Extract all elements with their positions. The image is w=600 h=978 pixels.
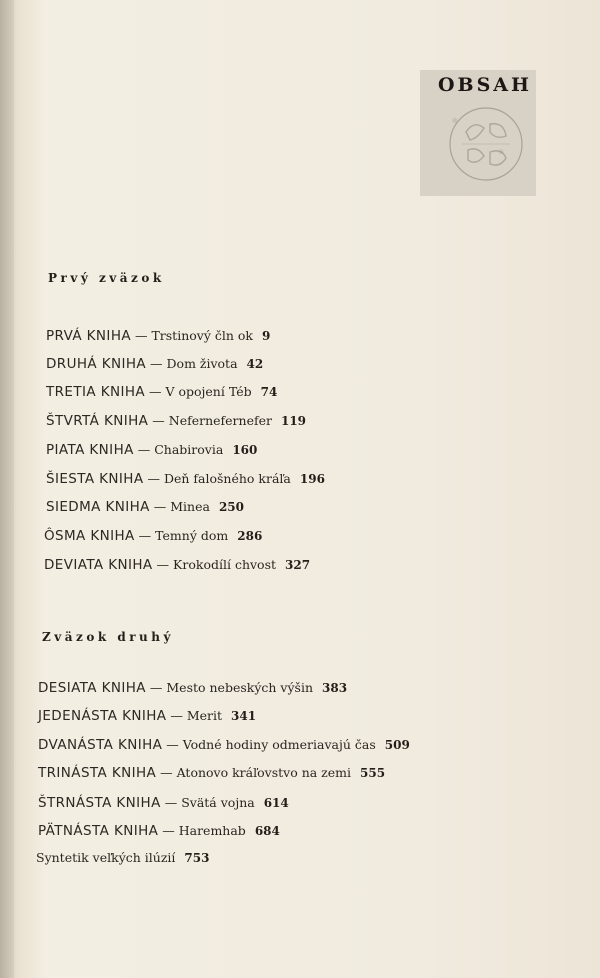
chapter-title: Haremhab — [178, 823, 246, 838]
book-label: ŠTRNÁSTA KNIHA — [38, 795, 161, 811]
dash-separator: — — [146, 356, 167, 371]
dash-separator: — — [160, 795, 182, 810]
chapter-title: Atonovo kráľovstvo na zemi — [176, 765, 351, 780]
page-number: 74 — [260, 385, 278, 399]
dash-separator: — — [145, 384, 166, 399]
page-number: 684 — [254, 824, 280, 838]
page-number: 555 — [360, 766, 386, 780]
book-label: TRINÁSTA KNIHA — [38, 765, 157, 781]
chapter-title: V opojení Téb — [165, 384, 252, 399]
chapter-title: Minea — [170, 499, 210, 514]
header-box — [420, 70, 536, 196]
book-label: ÔSMA KNIHA — [44, 528, 135, 544]
book-label: PÄTNÁSTA KNIHA — [38, 823, 159, 839]
page-number: 160 — [232, 443, 258, 457]
page-number: 119 — [280, 414, 307, 428]
page-number: 341 — [231, 709, 257, 723]
page-title: OBSAH — [437, 74, 532, 96]
toc-entry — [46, 442, 257, 458]
page-number: 614 — [263, 796, 289, 810]
dash-separator: — — [152, 557, 174, 572]
chapter-title: Vodné hodiny odmeriavajú čas — [182, 737, 376, 752]
page-number: 9 — [262, 329, 271, 343]
chapter-title: Dom života — [166, 356, 238, 371]
page-number: 753 — [184, 851, 210, 865]
toc-entry — [38, 795, 289, 811]
toc-entry — [36, 850, 209, 866]
chapter-title: Krokodílí chvost — [173, 557, 277, 572]
volume-two-title: Zväzok druhý — [42, 630, 174, 644]
chapter-title: Deň falošného kráľa — [163, 471, 291, 486]
volume-one-title: Prvý zväzok — [48, 271, 165, 285]
chapter-title: Temný dom — [155, 528, 229, 543]
publisher-emblem-icon — [444, 102, 528, 186]
toc-entry — [38, 737, 410, 753]
page-number: 509 — [384, 738, 410, 752]
toc-entry — [38, 823, 280, 839]
toc-entry — [38, 708, 256, 724]
chapter-title: Syntetik veľkých ilúzií — [36, 850, 176, 865]
toc-entry — [46, 356, 263, 372]
book-label: JEDENÁSTA KNIHA — [38, 708, 167, 724]
page-number: 383 — [322, 681, 348, 695]
page-number: 327 — [285, 558, 311, 572]
book-label: ŠIESTA KNIHA — [46, 471, 144, 487]
toc-entry — [46, 471, 325, 487]
dash-separator: — — [158, 823, 179, 838]
dash-separator: — — [162, 737, 183, 752]
toc-entry — [44, 528, 262, 544]
toc-entry — [46, 384, 277, 400]
dash-separator: — — [145, 680, 167, 695]
toc-entry — [46, 328, 270, 344]
bleed-through-text — [300, 440, 560, 580]
page-number: 196 — [299, 472, 325, 486]
book-label: TRETIA KNIHA — [46, 384, 146, 400]
book-label: SIEDMA KNIHA — [46, 499, 150, 515]
chapter-title: Nefernefernefer — [168, 413, 272, 428]
dash-separator: — — [131, 328, 152, 343]
toc-entry — [44, 557, 310, 573]
page-gutter — [0, 0, 14, 978]
book-label: PRVÁ KNIHA — [46, 328, 131, 344]
dash-separator: — — [143, 471, 164, 486]
book-label: ŠTVRTÁ KNIHA — [46, 413, 149, 429]
chapter-title: Chabirovia — [154, 442, 224, 457]
toc-entry — [46, 413, 306, 429]
dash-separator: — — [166, 708, 187, 723]
chapter-title: Merit — [186, 708, 223, 723]
toc-entry — [38, 765, 385, 781]
toc-entry — [38, 680, 347, 696]
page-number: 250 — [218, 500, 244, 514]
toc-entry — [46, 499, 244, 515]
book-label: DESIATA KNIHA — [38, 680, 146, 696]
dash-separator: — — [156, 765, 177, 780]
dash-separator: — — [133, 442, 155, 457]
chapter-title: Mesto nebeských výšin — [166, 680, 314, 695]
dash-separator: — — [149, 499, 171, 514]
dash-separator: — — [148, 413, 169, 428]
book-label: DEVIATA KNIHA — [44, 557, 153, 573]
page-number: 42 — [246, 357, 264, 371]
dash-separator: — — [134, 528, 156, 543]
book-label: PIATA KNIHA — [46, 442, 134, 458]
book-label: DVANÁSTA KNIHA — [38, 737, 163, 753]
book-label: DRUHÁ KNIHA — [46, 356, 147, 372]
chapter-title: Trstinový čln ok — [151, 328, 253, 343]
page-number: 286 — [237, 529, 263, 543]
chapter-title: Svätá vojna — [181, 795, 255, 810]
